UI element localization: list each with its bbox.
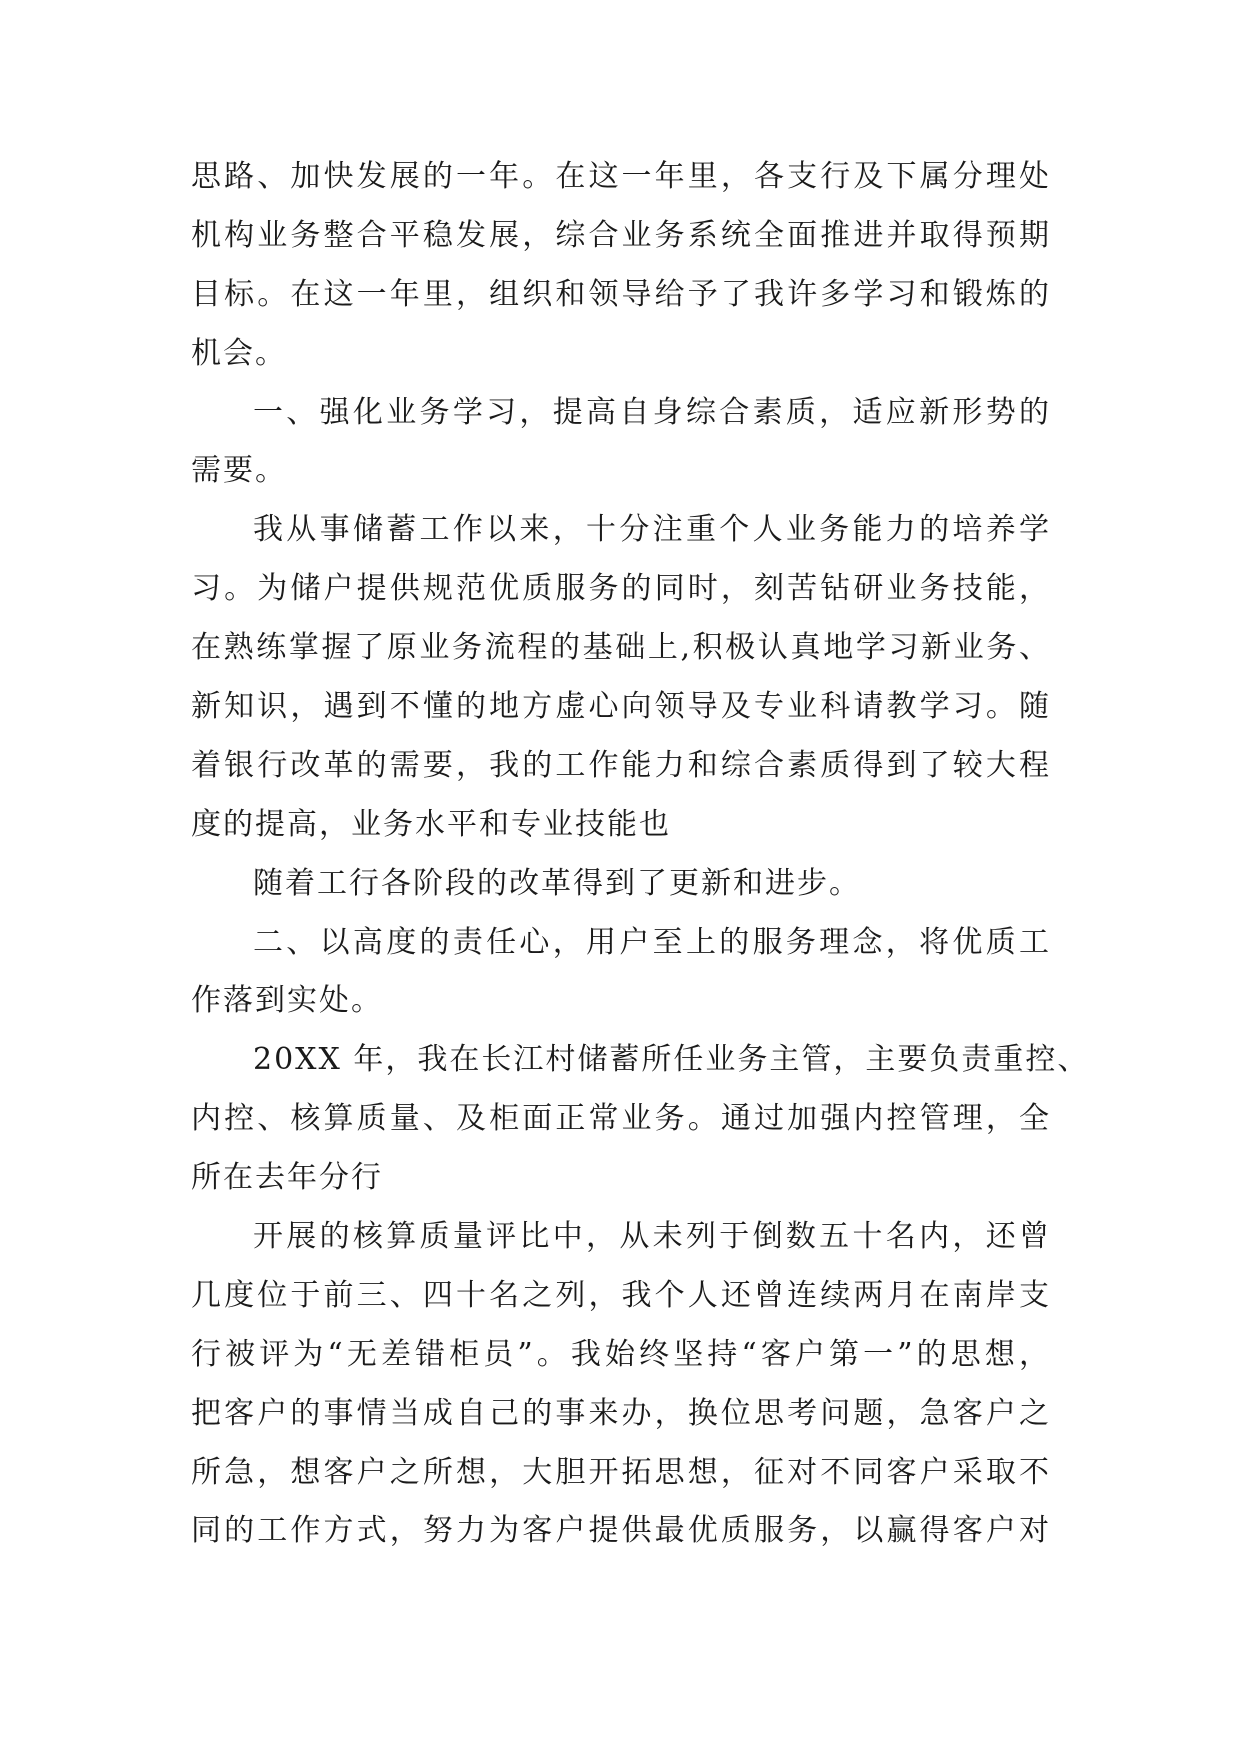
text-line: 思路、加快发展的一年。在这一年里，各支行及下属分理处 [191,159,1051,194]
text-line: 行被评为“无差错柜员”。我始终坚持“客户第一”的思想， [191,1336,1051,1372]
text-line: 我从事储蓄工作以来，十分注重个人业务能力的培养学 [253,512,1051,548]
text-line: 内控、核算质量、及柜面正常业务。通过加强内控管理，全 [191,1101,1051,1137]
text-line: 几度位于前三、四十名之列，我个人还曾连续两月在南岸支 [191,1277,1051,1313]
text-line: 着银行改革的需要，我的工作能力和综合素质得到了较大程 [191,747,1051,783]
text-line: 20XX 年，我在长江村储蓄所任业务主管，主要负责重控、 [253,1042,1090,1078]
text-line: 所在去年分行 [191,1160,383,1196]
text-line: 习。为储户提供规范优质服务的同时，刻苦钻研业务技能， [191,571,1051,607]
text-line: 开展的核算质量评比中，从未列于倒数五十名内，还曾 [253,1219,1051,1255]
text-line: 随着工行各阶段的改革得到了更新和进步。 [253,865,861,901]
text-line: 一、强化业务学习，提高自身综合素质，适应新形势的 [253,394,1051,430]
document-body [191,148,1090,1561]
text-line: 目标。在这一年里，组织和领导给予了我许多学习和锻炼的 [191,276,1051,312]
text-line: 需要。 [191,453,287,489]
text-line: 所急，想客户之所想，大胆开拓思想，征对不同客户采取不 [191,1454,1051,1490]
text-line: 机构业务整合平稳发展，综合业务系统全面推进并取得预期 [191,217,1051,253]
text-line: 同的工作方式，努力为客户提供最优质服务，以赢得客户对 [191,1513,1051,1549]
text-line: 把客户的事情当成自己的事来办，换位思考问题，急客户之 [191,1395,1051,1431]
text-line: 二、以高度的责任心，用户至上的服务理念，将优质工 [253,924,1051,960]
text-line: 机会。 [191,335,287,371]
text-line: 作落到实处。 [191,983,383,1019]
text-line: 在熟练掌握了原业务流程的基础上,积极认真地学习新业务、 [191,630,1051,666]
text-line: 度的提高，业务水平和专业技能也 [191,806,671,842]
text-line: 新知识，遇到不懂的地方虚心向领导及专业科请教学习。随 [191,689,1051,725]
